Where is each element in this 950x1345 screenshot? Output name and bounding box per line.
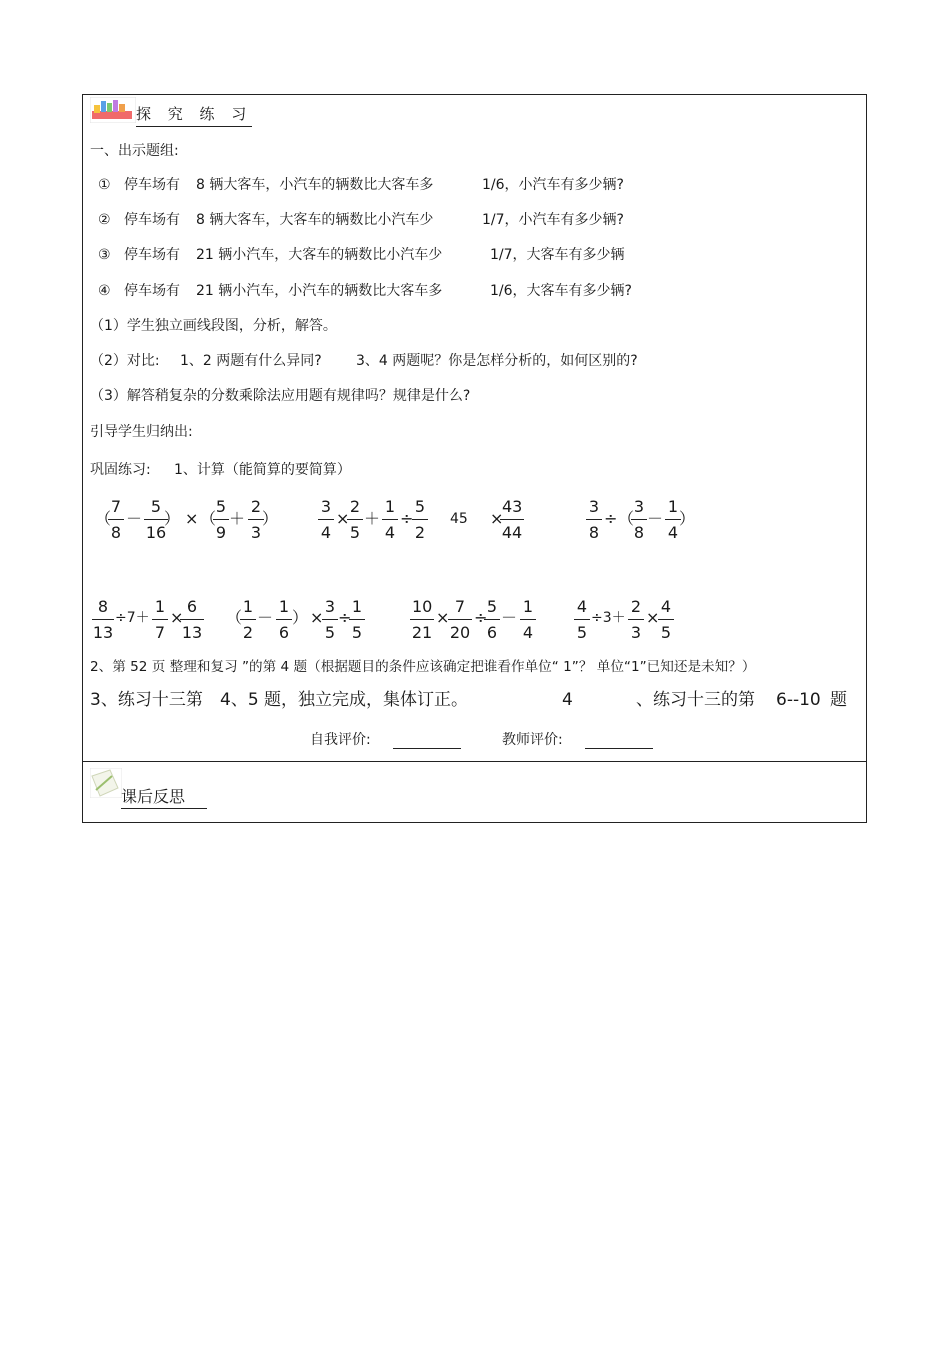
q3-number: ③ xyxy=(98,247,111,263)
table-divider xyxy=(82,761,867,762)
times-sign: × xyxy=(336,509,350,528)
q2-text-c: 1/7，小汽车有多少辆? xyxy=(482,212,624,228)
guide-text: 引导学生归纳出: xyxy=(90,424,193,440)
step-1: （1）学生独立画线段图，分析，解答。 xyxy=(90,318,337,334)
q4-text-b: 21 辆小汽车，小汽车的辆数比大客车多 xyxy=(196,283,443,299)
minus-sign: － xyxy=(126,509,143,528)
plus-sign: ＋ xyxy=(364,509,381,528)
divide-plus: ÷3＋ xyxy=(591,610,626,626)
fraction: 5 2 xyxy=(412,498,428,542)
paren-open: （ xyxy=(95,509,112,528)
divide-sign: ÷ xyxy=(604,509,618,528)
fraction: 1 2 xyxy=(240,598,256,642)
fraction: 10 21 xyxy=(411,597,433,642)
fraction: 2 3 xyxy=(248,498,264,542)
fraction: 43 44 xyxy=(501,497,523,542)
step-2-label: （2）对比: xyxy=(90,353,160,369)
self-evaluation-label: 自我评价: xyxy=(310,732,371,748)
step-2-text-a: 1、2 两题有什么异同? xyxy=(180,353,322,369)
task-4-suffix: 题 xyxy=(830,690,847,710)
times-sign: × xyxy=(310,608,324,627)
minus-sign: － xyxy=(501,608,518,627)
q2-number: ② xyxy=(98,212,111,228)
fraction: 4 5 xyxy=(574,598,590,642)
self-evaluation xyxy=(310,731,461,749)
divide-sign: ÷ xyxy=(400,509,414,528)
q4-text-a: 停车场有 xyxy=(124,283,180,299)
divide-sign: ÷ xyxy=(474,608,488,627)
fraction: 1 6 xyxy=(276,598,292,642)
fraction: 1 7 xyxy=(152,598,168,642)
task-4-range: 6--10 xyxy=(776,690,821,710)
fraction: 1 4 xyxy=(520,598,536,642)
q3-text-c: 1/7，大客车有多少辆 xyxy=(490,247,625,263)
step-3: （3）解答稍复杂的分数乘除法应用题有规律吗？规律是什么? xyxy=(90,388,471,404)
fraction: 5 16 xyxy=(145,497,167,542)
step-2-text-b: 3、4 两题呢？你是怎样分析的，如何区别的? xyxy=(356,353,638,369)
times-sign: × xyxy=(490,509,504,528)
heading-problems: 一、出示题组: xyxy=(90,143,179,159)
paren-close: ） xyxy=(262,509,279,528)
fraction: 3 8 xyxy=(631,498,647,542)
section-title-explore: 探 究 练 习 xyxy=(136,103,252,127)
plus-sign: ＋ xyxy=(229,509,246,528)
self-evaluation-blank[interactable] xyxy=(393,734,461,749)
task-4-a: 、练习十三的第 xyxy=(636,690,755,710)
q2-text-b: 8 辆大客车，大客车的辆数比小汽车少 xyxy=(196,212,434,228)
consolidate-task: 1、计算（能简算的要简算） xyxy=(174,462,351,478)
q3-text-b: 21 辆小汽车，大客车的辆数比小汽车少 xyxy=(196,247,443,263)
colorful-books-icon xyxy=(90,97,136,123)
times-sign: × xyxy=(436,608,450,627)
fraction: 7 20 xyxy=(449,597,471,642)
fraction: 2 5 xyxy=(347,498,363,542)
q4-number: ④ xyxy=(98,283,111,299)
paren-close: ） xyxy=(292,608,309,627)
paren-open: （ xyxy=(226,608,243,627)
fraction: 1 4 xyxy=(665,498,681,542)
q4-text-c: 1/6，大客车有多少辆? xyxy=(490,283,632,299)
teacher-evaluation xyxy=(502,731,653,749)
fraction: 8 13 xyxy=(92,597,114,642)
divide-plus: ÷7＋ xyxy=(115,610,150,626)
q3-text-a: 停车场有 xyxy=(124,247,180,263)
teacher-evaluation-blank[interactable] xyxy=(585,734,653,749)
fraction: 5 6 xyxy=(484,598,500,642)
paper-pencil-icon xyxy=(90,768,122,798)
task-3-b: 4、5 题，独立完成，集体订正。 xyxy=(220,690,469,710)
teacher-evaluation-label: 教师评价: xyxy=(502,732,563,748)
q2-text-a: 停车场有 xyxy=(124,212,180,228)
fraction: 6 13 xyxy=(181,597,203,642)
number: 45 xyxy=(450,511,468,527)
lesson-table xyxy=(82,94,867,823)
fraction: 2 3 xyxy=(628,598,644,642)
fraction: 1 5 xyxy=(349,598,365,642)
times-sign: × xyxy=(170,608,184,627)
paren-open: （ xyxy=(200,509,217,528)
q1-number: ① xyxy=(98,177,111,193)
times-sign: × xyxy=(646,608,660,627)
fraction: 1 4 xyxy=(382,498,398,542)
fraction: 5 9 xyxy=(213,498,229,542)
fraction: 4 5 xyxy=(658,598,674,642)
paren-close: ） xyxy=(164,509,181,528)
minus-sign: － xyxy=(647,509,664,528)
section-title-reflection: 课后反思 xyxy=(121,784,207,809)
paren-open: （ xyxy=(618,509,635,528)
minus-sign: － xyxy=(257,608,274,627)
consolidate-label: 巩固练习: xyxy=(90,462,151,478)
paren-close: ） xyxy=(679,509,696,528)
task-3-a: 3、练习十三第 xyxy=(90,690,203,710)
q1-text-c: 1/6，小汽车有多少辆? xyxy=(482,177,624,193)
fraction: 3 5 xyxy=(322,598,338,642)
q1-text-a: 停车场有 xyxy=(124,177,180,193)
fraction: 7 8 xyxy=(108,498,124,542)
task-4-number: 4 xyxy=(562,690,573,710)
fraction: 3 8 xyxy=(586,498,602,542)
q1-text-b: 8 辆大客车，小汽车的辆数比大客车多 xyxy=(196,177,434,193)
fraction: 3 4 xyxy=(318,498,334,542)
times-sign: × xyxy=(185,509,199,528)
task-2: 2、第 52 页 整理和复习 ”的第 4 题（根据题目的条件应该确定把谁看作单位“ 1”？ 单位“1”已知还是未知？） xyxy=(90,659,756,675)
divide-sign: ÷ xyxy=(338,608,352,627)
